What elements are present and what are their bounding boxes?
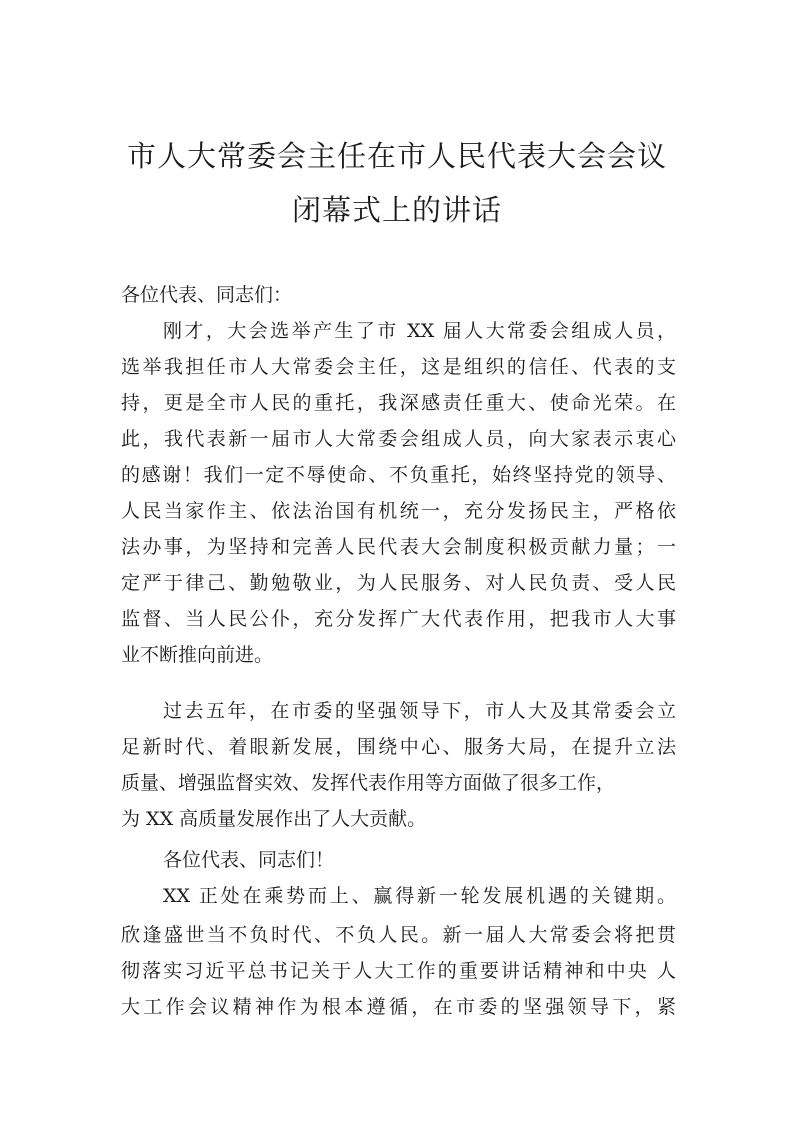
body-line: 人民当家作主、依法治国有机统一，充分发扬民主，严格依 [121, 500, 676, 522]
body-line: 刚才，大会选举产生了市 XX 届人大常委会组成人员， [163, 320, 676, 342]
body-line: 为 XX 高质量发展作出了人大贡献。 [121, 808, 427, 830]
document-title-line-2: 闭幕式上的讲话 [291, 193, 502, 227]
body-line: 此，我代表新一届市人大常委会组成人员，向大家表示衷心 [121, 428, 676, 450]
body-line: 选举我担任市人大常委会主任，这是组织的信任、代表的支 [121, 356, 676, 378]
salutation: 各位代表、同志们： [121, 284, 293, 306]
body-line: 定严于律己、勤勉敬业，为人民服务、对人民负责、受人民 [121, 572, 676, 594]
body-line: 监督、当人民公仆，充分发挥广大代表作用，把我市人大事 [121, 608, 676, 630]
body-line: 法办事，为坚持和完善人民代表大会制度积极贡献力量；一 [121, 536, 676, 558]
body-line: 的感谢！我们一定不辱使命、不负重托，始终坚持党的领导、 [121, 464, 676, 486]
body-line: 彻落实习近平总书记关于人大工作的重要讲话精神和中央 人 [121, 960, 676, 982]
body-line: 各位代表、同志们！ [163, 849, 335, 871]
body-line: 过去五年，在市委的坚强领导下，市人大及其常委会立 [163, 700, 676, 722]
body-line: 欣逢盛世当不负时代、不负人民。新一届人大常委会将把贯 [121, 924, 676, 946]
body-line: 质量、增强监督实效、发挥代表作用等方面做了很多工作， [121, 772, 616, 794]
body-line: 持，更是全市人民的重托，我深感责任重大、使命光荣。在 [121, 392, 676, 414]
body-line: 足新时代、着眼新发展，围绕中心、服务大局，在提升立法 [121, 736, 676, 758]
document-title-line-1: 市人大常委会主任在市人民代表大会会议 [126, 139, 667, 173]
body-line: XX 正处在乘势而上、赢得新一轮发展机遇的关键期。 [163, 885, 676, 907]
body-line: 大工作会议精神作为根本遵循，在市委的坚强领导下，紧 [121, 996, 676, 1018]
body-line: 业不断推向前进。 [121, 644, 274, 666]
